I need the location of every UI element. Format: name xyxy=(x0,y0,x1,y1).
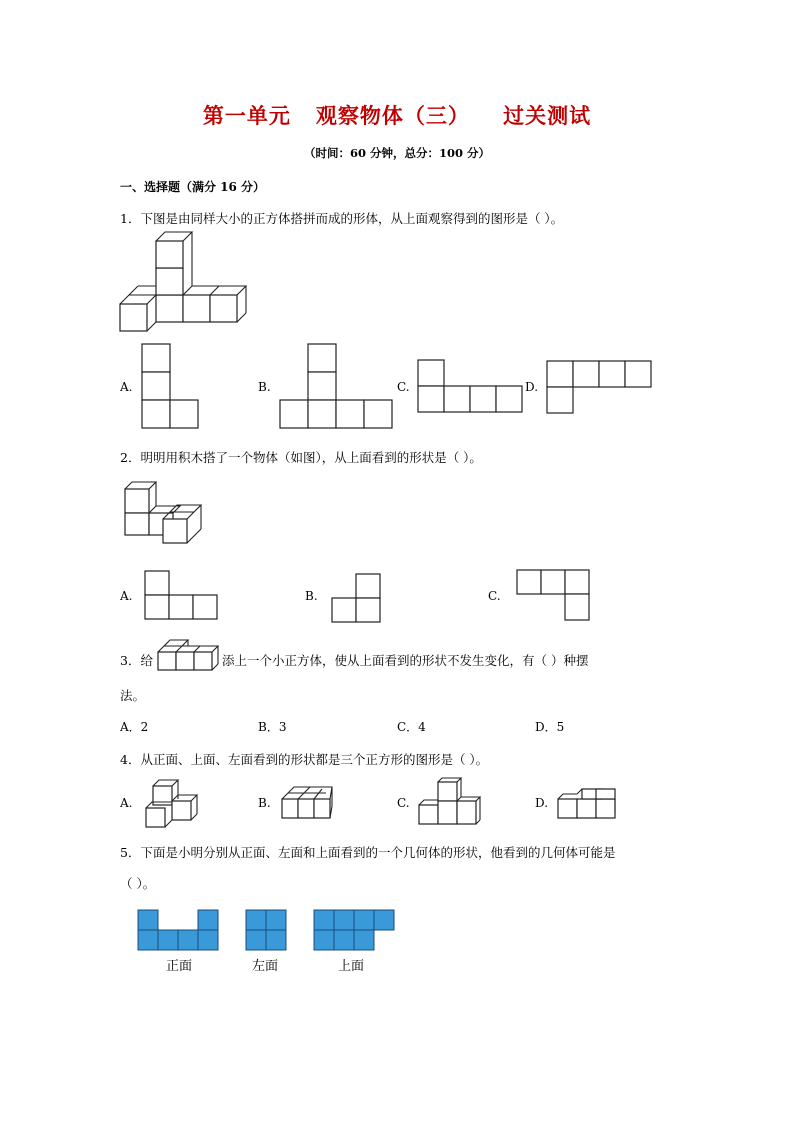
q2-option-c-figure xyxy=(517,570,589,620)
question-3-text: 添上一个小正方体，使从上面看到的形状不发生变化，有（ ）种摆 xyxy=(222,653,589,668)
q3-option-a[interactable]: A．2 xyxy=(120,720,149,734)
q3-option-b[interactable]: B．3 xyxy=(258,720,287,734)
question-4-text: 4．从正面、上面、左面看到的形状都是三个正方形的图形是（ ）。 xyxy=(120,752,489,767)
q1-option-a-figure xyxy=(142,344,198,428)
q4-option-a-label[interactable]: A. xyxy=(120,796,133,810)
page-title: 第一单元 观察物体（三） 过关测试 xyxy=(202,103,592,128)
question-2-text: 2．明明用积木搭了一个物体（如图），从上面看到的形状是（ ）。 xyxy=(120,450,482,465)
section-heading: 一、选择题（满分 16 分） xyxy=(120,180,266,194)
q1-option-a-label[interactable]: A. xyxy=(120,380,133,394)
q4-option-c-figure xyxy=(419,778,480,824)
q4-option-b-figure xyxy=(282,787,332,818)
q4-option-c-label[interactable]: C. xyxy=(397,796,410,810)
q3-inline-cube-figure xyxy=(158,640,218,670)
q2-block-figure xyxy=(125,482,201,543)
question-1-text: 1．下图是由同样大小的正方体搭拼而成的形体，从上面观察得到的图形是（ ）。 xyxy=(120,211,564,226)
q1-option-b-label[interactable]: B. xyxy=(258,380,271,394)
q2-option-c-label[interactable]: C. xyxy=(488,589,501,603)
q4-option-b-label[interactable]: B. xyxy=(258,796,271,810)
top-view-label: 上面 xyxy=(338,958,365,973)
q5-top-view xyxy=(314,910,394,950)
q3-option-d[interactable]: D．5 xyxy=(535,720,565,734)
q2-option-b-figure xyxy=(332,574,380,622)
question-5-line2: （ ）。 xyxy=(120,876,156,891)
q4-option-d-figure xyxy=(558,789,615,818)
q1-option-c-label[interactable]: C. xyxy=(397,380,410,394)
exam-info: （时间：60 分钟，总分：100 分） xyxy=(303,146,490,160)
q1-option-d-figure xyxy=(547,361,651,413)
q1-option-d-label[interactable]: D. xyxy=(525,380,539,394)
left-view-label: 左面 xyxy=(252,958,279,973)
question-3-line2: 法。 xyxy=(120,688,146,703)
q4-option-d-label[interactable]: D. xyxy=(535,796,549,810)
q4-option-a-figure xyxy=(146,780,197,827)
q1-option-b-figure xyxy=(280,344,392,428)
front-view-label: 正面 xyxy=(166,958,193,973)
question-5-text: 5．下面是小明分别从正面、左面和上面看到的一个几何体的形状，他看到的几何体可能是 xyxy=(120,845,616,860)
q2-option-a-label[interactable]: A. xyxy=(120,589,133,603)
q3-option-c[interactable]: C．4 xyxy=(397,720,426,734)
question-3-prefix: 3．给 xyxy=(120,653,153,668)
q1-option-c-figure xyxy=(418,360,522,412)
q2-option-a-figure xyxy=(145,571,217,619)
q2-option-b-label[interactable]: B. xyxy=(305,589,318,603)
q5-left-view xyxy=(246,910,286,950)
q5-front-view xyxy=(138,910,218,950)
